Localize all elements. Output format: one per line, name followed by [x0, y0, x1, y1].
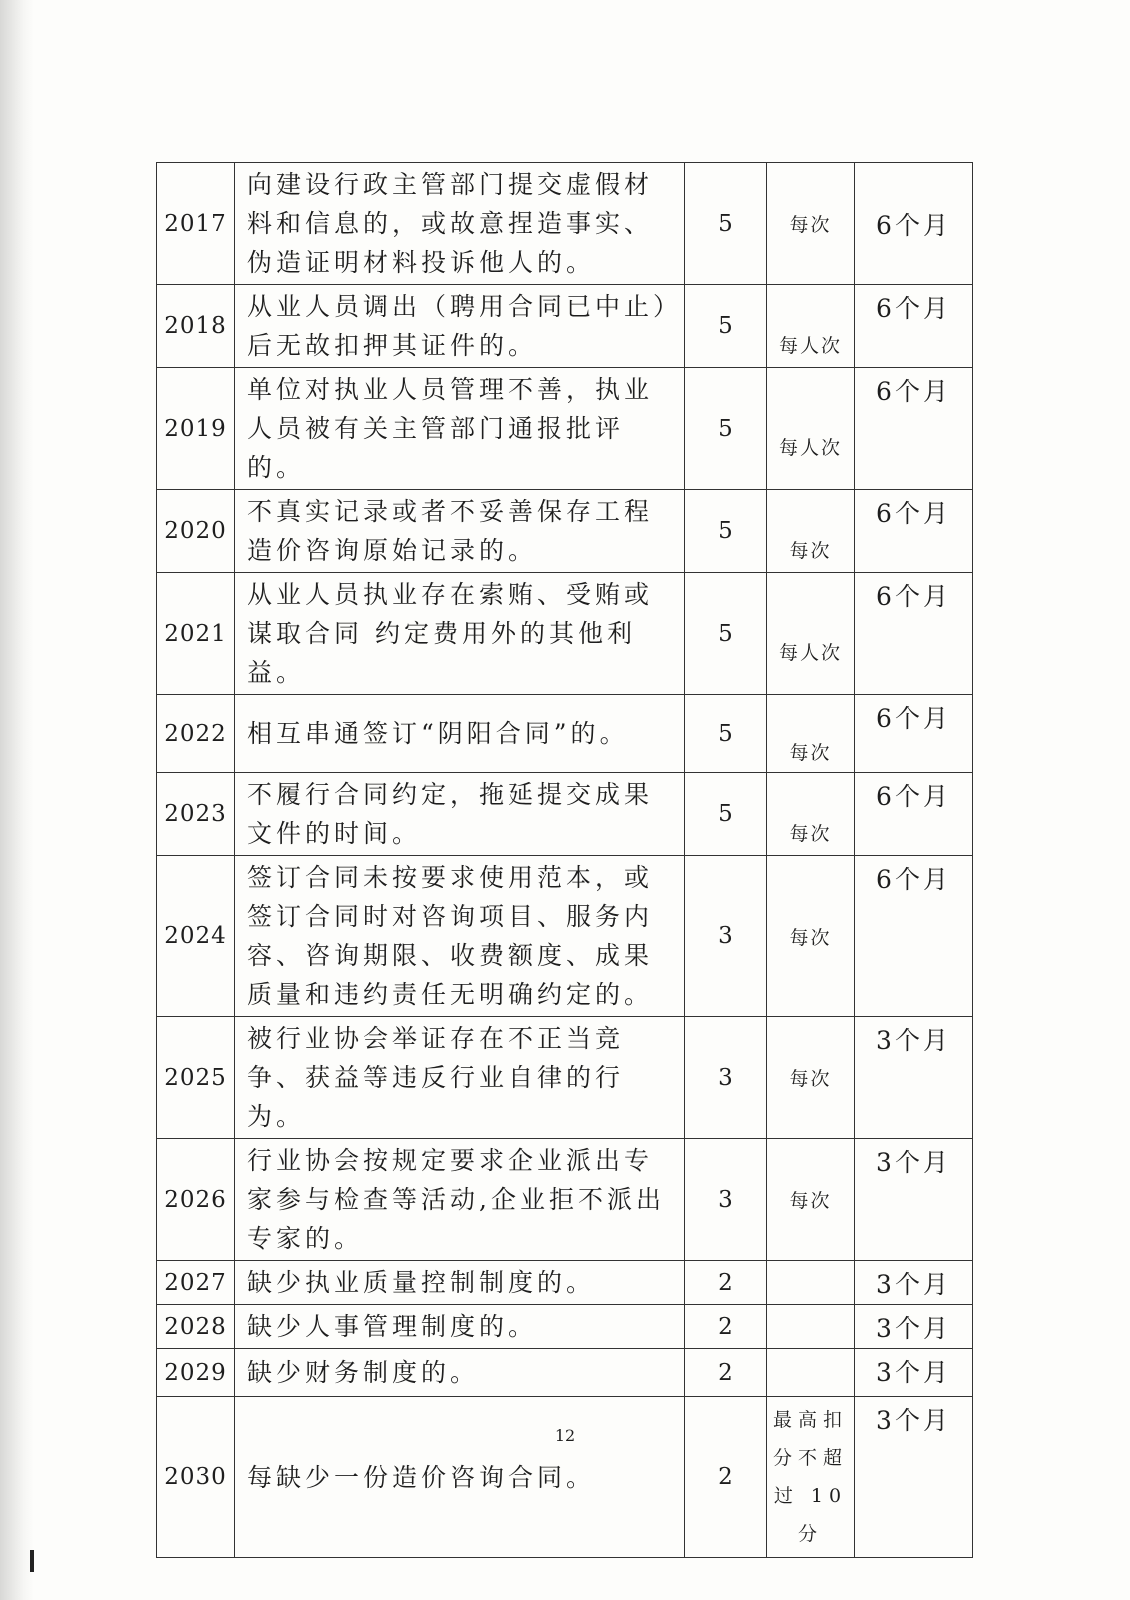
table-row	[157, 490, 973, 573]
row-period: 6个月	[855, 490, 973, 573]
scan-shadow-left	[0, 0, 34, 1600]
row-description: 相互串通签订“阴阳合同”的。	[235, 695, 685, 773]
table-row	[157, 368, 973, 490]
row-score: 2	[685, 1397, 767, 1558]
row-description: 每缺少一份造价咨询合同。	[235, 1397, 685, 1558]
row-unit: 每次	[767, 1017, 855, 1139]
row-unit: 每人次	[778, 437, 842, 459]
row-code: 2027	[157, 1261, 235, 1305]
table-row	[157, 773, 973, 856]
row-score: 5	[685, 573, 767, 695]
row-description: 被行业协会举证存在不正当竞争、获益等违反行业自律的行为。	[235, 1017, 685, 1139]
row-unit: 每次	[767, 856, 855, 1017]
table-row	[157, 163, 973, 285]
row-unit	[767, 1261, 855, 1305]
row-description: 缺少人事管理制度的。	[235, 1305, 685, 1349]
table-row	[157, 1349, 973, 1397]
table-row	[157, 1397, 973, 1558]
row-period: 6个月	[855, 573, 973, 695]
row-unit: 每次	[789, 539, 832, 562]
penalty-table	[156, 162, 973, 1558]
row-score: 5	[685, 695, 767, 773]
table-row	[157, 1139, 973, 1261]
row-code: 2019	[157, 368, 235, 490]
row-score: 3	[685, 1017, 767, 1139]
row-period: 3个月	[855, 1397, 973, 1558]
row-code: 2030	[157, 1397, 235, 1558]
row-description: 不履行合同约定，拖延提交成果文件的时间。	[235, 773, 685, 856]
row-score: 2	[685, 1261, 767, 1305]
table-row	[157, 573, 973, 695]
row-description: 缺少财务制度的。	[235, 1349, 685, 1397]
row-period: 6个月	[855, 773, 973, 856]
scan-mark	[30, 1550, 34, 1572]
row-score: 2	[685, 1349, 767, 1397]
row-unit: 每次	[789, 742, 832, 764]
table-row	[157, 285, 973, 368]
row-unit	[767, 1349, 855, 1397]
row-score: 3	[685, 856, 767, 1017]
row-score: 5	[685, 163, 767, 285]
table-row	[157, 1305, 973, 1349]
row-code: 2029	[157, 1349, 235, 1397]
row-score: 2	[685, 1305, 767, 1349]
row-score: 5	[685, 490, 767, 573]
row-unit: 每人次	[778, 642, 842, 664]
row-description: 单位对执业人员管理不善，执业人员被有关主管部门通报批评的。	[235, 368, 685, 490]
row-code: 2018	[157, 285, 235, 368]
row-score: 3	[685, 1139, 767, 1261]
row-period: 6个月	[855, 285, 973, 368]
row-description: 缺少执业质量控制制度的。	[235, 1261, 685, 1305]
row-code: 2026	[157, 1139, 235, 1261]
table-row	[157, 856, 973, 1017]
row-period: 3个月	[855, 1305, 973, 1349]
row-unit: 每次	[767, 1139, 855, 1261]
row-description: 不真实记录或者不妥善保存工程造价咨询原始记录的。	[235, 490, 685, 573]
row-unit: 最高扣分不超过 10 分	[767, 1397, 855, 1558]
row-period: 3个月	[855, 1349, 973, 1397]
row-score: 5	[685, 368, 767, 490]
row-period: 3个月	[855, 1017, 973, 1139]
row-period: 3个月	[855, 1261, 973, 1305]
table-row	[157, 1261, 973, 1305]
table-row	[157, 695, 973, 773]
row-description: 签订合同未按要求使用范本，或签订合同时对咨询项目、服务内容、咨询期限、收费额度、成果质量和违约责任无明确约定的。	[235, 856, 685, 1017]
row-score: 5	[685, 773, 767, 856]
row-period: 6个月	[855, 856, 973, 1017]
row-code: 2021	[157, 573, 235, 695]
row-period: 6个月	[855, 695, 973, 773]
page-number: 12	[554, 1426, 576, 1445]
row-unit: 每次	[789, 822, 832, 845]
row-code: 2020	[157, 490, 235, 573]
row-unit: 每次	[767, 163, 855, 285]
row-code: 2028	[157, 1305, 235, 1349]
row-period: 3个月	[855, 1139, 973, 1261]
row-code: 2025	[157, 1017, 235, 1139]
table-row	[157, 1017, 973, 1139]
row-code: 2023	[157, 773, 235, 856]
row-description: 向建设行政主管部门提交虚假材料和信息的，或故意捏造事实、伪造证明材料投诉他人的。	[235, 163, 685, 285]
row-unit	[767, 1305, 855, 1349]
row-period: 6个月	[855, 368, 973, 490]
row-code: 2017	[157, 163, 235, 285]
row-code: 2022	[157, 695, 235, 773]
row-code: 2024	[157, 856, 235, 1017]
row-description: 从业人员执业存在索贿、受贿或谋取合同 约定费用外的其他利益。	[235, 573, 685, 695]
row-description: 行业协会按规定要求企业派出专家参与检查等活动,企业拒不派出专家的。	[235, 1139, 685, 1261]
row-score: 5	[685, 285, 767, 368]
row-description: 从业人员调出（聘用合同已中止）后无故扣押其证件的。	[235, 285, 685, 368]
row-unit: 每人次	[778, 334, 842, 357]
row-period: 6个月	[855, 163, 973, 285]
